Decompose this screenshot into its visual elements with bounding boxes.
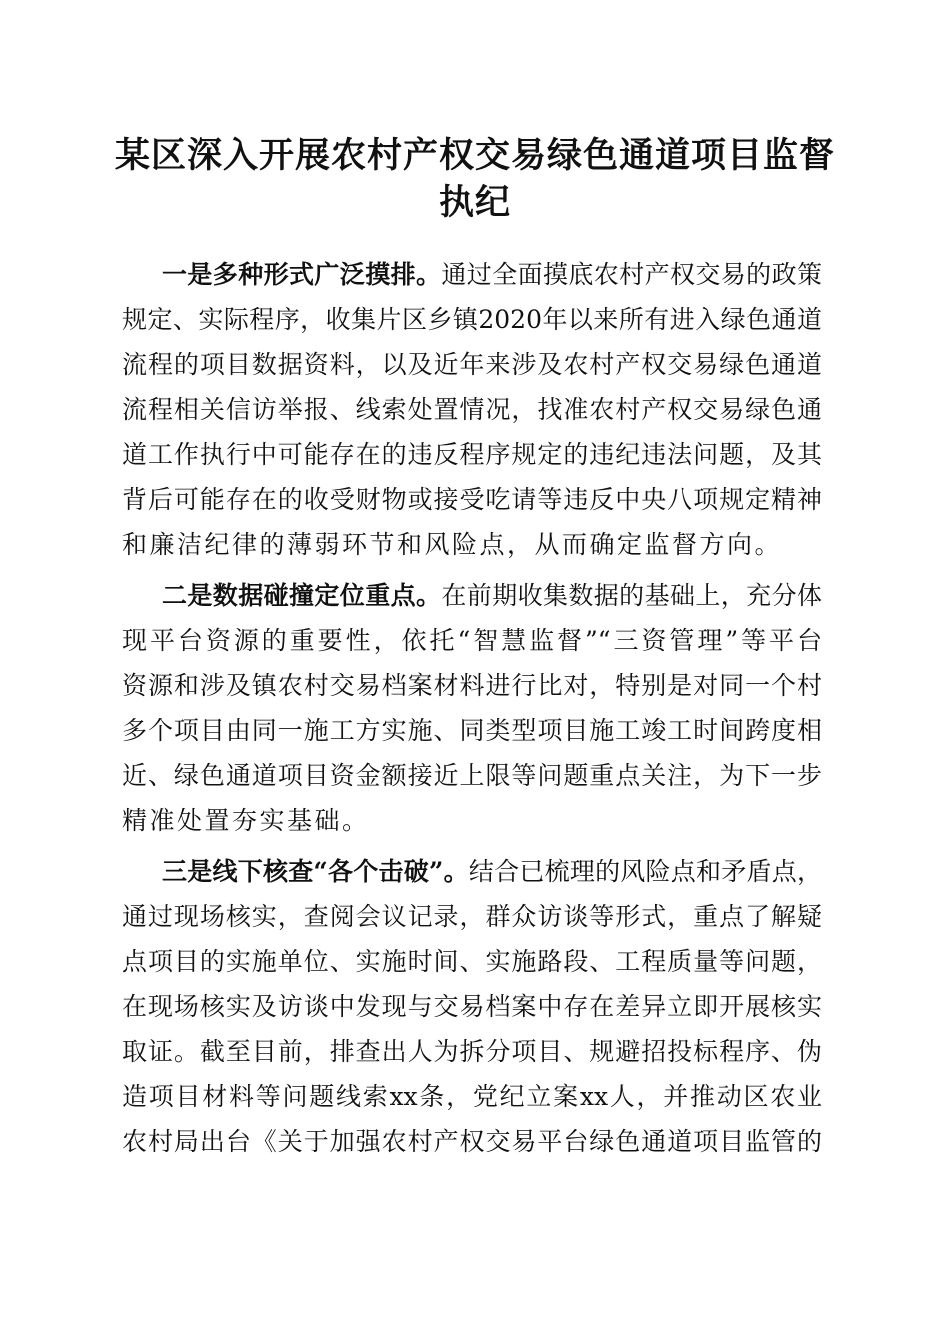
paragraph-line [122, 798, 822, 843]
paragraph-line [122, 297, 822, 342]
paragraph [122, 849, 822, 1164]
document-body [122, 252, 822, 1164]
line-text: 结合已梳理的风险点和矛盾点， [468, 857, 822, 886]
line-text: 流程的项目数据资料，以及近年来涉及农村产权交易绿色通道 [122, 350, 822, 379]
line-text: 农村局出台《关于加强农村产权交易平台绿色通道项目监管的 [122, 1127, 822, 1156]
line-text: 流程相关信访举报、线索处置情况，找准农村产权交易绿色通 [122, 395, 822, 424]
line-text: 道工作执行中可能存在的违反程序规定的违纪违法问题，及其 [122, 440, 822, 469]
paragraph [122, 252, 822, 567]
title-line-2: 执纪 [438, 182, 511, 223]
line-text: 近、绿色通道项目资金额接近上限等问题重点关注，为下一步 [122, 761, 822, 790]
paragraph-line [122, 573, 822, 618]
line-text: 现平台资源的重要性，依托“智慧监督”“三资管理”等平台 [122, 626, 822, 655]
line-text: 在现场核实及访谈中发现与交易档案中存在差异立即开展核实 [122, 992, 822, 1021]
line-text: 多个项目由同一施工方实施、同类型项目施工竣工时间跨度相 [122, 716, 822, 745]
paragraph-line [122, 753, 822, 798]
paragraph-line [122, 477, 822, 522]
paragraph-lead: 一是多种形式广泛摸排。 [162, 260, 442, 289]
paragraph-line [122, 252, 822, 297]
paragraph-line [122, 894, 822, 939]
line-text: 造项目材料等问题线索xx条，党纪立案xx人，并推动区农业 [122, 1082, 822, 1111]
paragraph-line [122, 708, 822, 753]
paragraph-line [122, 849, 822, 894]
paragraph-lead: 二是数据碰撞定位重点。 [162, 581, 442, 610]
line-text: 在前期收集数据的基础上，充分体 [441, 581, 822, 610]
paragraph-line [122, 1029, 822, 1074]
paragraph-line [122, 387, 822, 432]
line-text: 通过全面摸底农村产权交易的政策 [441, 260, 822, 289]
paragraph-line [122, 1074, 822, 1119]
line-text: 规定、实际程序，收集片区乡镇2020年以来所有进入绿色通道 [122, 305, 822, 334]
title-line-1: 某区深入开展农村产权交易绿色通道项目监督 [114, 135, 835, 176]
line-text: 点项目的实施单位、实施时间、实施路段、工程质量等问题， [122, 947, 822, 976]
document-title [100, 132, 850, 226]
paragraph-line [122, 663, 822, 708]
paragraph-line [122, 342, 822, 387]
line-text: 通过现场核实，查阅会议记录，群众访谈等形式，重点了解疑 [122, 902, 822, 931]
line-text: 和廉洁纪律的薄弱环节和风险点，从而确定监督方向。 [122, 530, 783, 559]
line-text: 资源和涉及镇农村交易档案材料进行比对，特别是对同一个村 [122, 671, 822, 700]
paragraph [122, 573, 822, 843]
paragraph-lead: 三是线下核查“各个击破”。 [162, 857, 469, 886]
paragraph-line [122, 939, 822, 984]
line-text: 背后可能存在的收受财物或接受吃请等违反中央八项规定精神 [122, 485, 822, 514]
paragraph-line [122, 1119, 822, 1164]
paragraph-line [122, 522, 822, 567]
line-text: 精准处置夯实基础。 [122, 806, 370, 835]
line-text: 取证。截至目前，排查出人为拆分项目、规避招投标程序、伪 [122, 1037, 822, 1066]
paragraph-line [122, 984, 822, 1029]
paragraph-line [122, 432, 822, 477]
paragraph-line [122, 618, 822, 663]
